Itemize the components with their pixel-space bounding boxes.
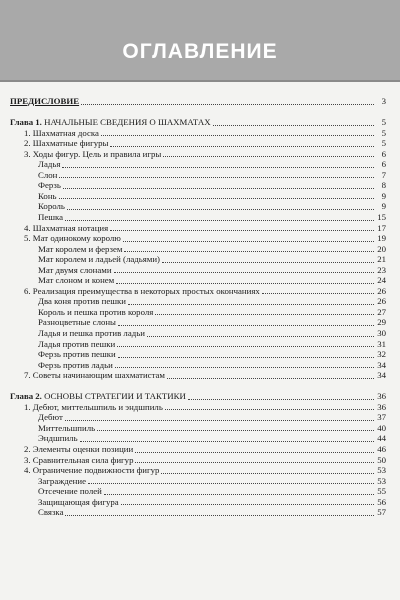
leader-dots <box>135 451 374 453</box>
toc-page-number: 53 <box>377 475 386 486</box>
toc-entry[interactable] <box>10 423 386 434</box>
toc-entry-title: 2. Элементы оценки позиции <box>24 443 134 454</box>
leader-dots <box>62 166 374 168</box>
toc-page-number: 9 <box>381 201 386 212</box>
toc-entry-title: Заграждение <box>38 475 87 486</box>
leader-dots <box>118 324 374 326</box>
toc-page-number: 44 <box>377 433 386 444</box>
toc-page-number: 34 <box>377 370 386 381</box>
toc-page-number: 21 <box>377 254 386 265</box>
chapter-name: НАЧАЛЬНЫЕ СВЕДЕНИЯ О ШАХМАТАХ <box>44 117 211 128</box>
leader-dots <box>121 503 374 505</box>
toc-entry[interactable] <box>10 212 386 223</box>
toc-entry-title: ПРЕДИСЛОВИЕ <box>10 96 80 106</box>
chapter-prefix: Глава 1. <box>10 117 45 128</box>
toc-entry[interactable] <box>10 296 386 307</box>
toc-page-number: 29 <box>377 317 386 328</box>
toc-entry[interactable] <box>10 307 386 318</box>
toc-entry-title: Защищающая фигура <box>38 496 119 507</box>
leader-dots <box>167 377 374 379</box>
leader-dots <box>155 313 374 315</box>
toc-entry-title: Эндшпиль <box>38 433 78 444</box>
toc-entry-title: Мат королем и ладьей (ладьями) <box>38 254 160 265</box>
toc-page-number: 32 <box>377 349 386 360</box>
toc-entry[interactable] <box>10 159 386 170</box>
toc-chapter-2[interactable] <box>10 391 386 402</box>
toc-page-number: 5 <box>381 127 386 138</box>
leader-dots <box>97 429 374 431</box>
toc-page-number: 23 <box>377 264 386 275</box>
toc-entry-title: Мат слоном и конем <box>38 275 115 286</box>
toc-entry[interactable] <box>10 223 386 234</box>
toc-chapter-1[interactable] <box>10 117 386 128</box>
leader-dots <box>65 514 374 516</box>
divider <box>0 80 400 82</box>
toc-entry-title: 7. Советы начинающим шахматистам <box>24 370 165 381</box>
leader-dots <box>101 134 374 136</box>
toc-entry[interactable] <box>10 486 386 497</box>
toc-entry[interactable] <box>10 317 386 328</box>
leader-dots <box>59 176 374 178</box>
toc-page-number: 20 <box>377 243 386 254</box>
toc-page-number: 56 <box>377 496 386 507</box>
leader-dots <box>115 366 374 368</box>
toc-entry[interactable] <box>10 507 386 518</box>
toc-entry[interactable] <box>10 349 386 360</box>
leader-dots <box>135 461 374 463</box>
leader-dots <box>88 482 374 484</box>
toc-entry[interactable] <box>10 497 386 508</box>
leader-dots <box>163 155 374 157</box>
toc-entry[interactable] <box>10 465 386 476</box>
toc-entry-title: 1. Шахматная доска <box>24 127 99 138</box>
toc-entry-title: 2. Шахматные фигуры <box>24 138 109 149</box>
toc-page-number: 57 <box>377 507 386 518</box>
toc-entry[interactable] <box>10 339 386 350</box>
toc-entry[interactable] <box>10 370 386 381</box>
toc-entry-title: Связка <box>38 507 64 518</box>
toc-page-number: 7 <box>381 169 386 180</box>
toc-entry[interactable] <box>10 328 386 339</box>
toc-entry-title: Слон <box>38 169 58 180</box>
leader-dots <box>161 472 374 474</box>
toc-entry-title: Мат двумя слонами <box>38 264 112 275</box>
leader-dots <box>118 356 374 358</box>
leader-dots <box>116 282 374 284</box>
leader-dots <box>65 219 374 221</box>
toc-entry-title: Ладья против пешки <box>38 338 116 349</box>
toc-page-number: 9 <box>381 190 386 201</box>
leader-dots <box>59 197 374 199</box>
toc-page-number: 5 <box>381 117 386 128</box>
toc-entry-title: Король <box>38 201 65 212</box>
toc-page-number: 17 <box>377 222 386 233</box>
toc-entry[interactable] <box>10 180 386 191</box>
leader-dots <box>128 303 374 305</box>
toc-page-number: 46 <box>377 443 386 454</box>
toc-page-number: 55 <box>377 486 386 497</box>
toc-page-number: 19 <box>377 233 386 244</box>
leader-dots <box>110 145 374 147</box>
leader-dots <box>63 187 374 189</box>
leader-dots <box>67 208 374 210</box>
toc-page-number: 31 <box>377 338 386 349</box>
leader-dots <box>114 271 374 273</box>
chapter-prefix: Глава 2. <box>10 391 45 402</box>
toc-page-number: 15 <box>377 211 386 222</box>
toc-entry-title: Ферзь против ладьи <box>38 359 113 370</box>
toc-entry-title: 3. Ходы фигур. Цель и правила игры <box>24 148 162 159</box>
toc-entry[interactable] <box>10 233 386 244</box>
toc-entry-title: 4. Ограничение подвижности фигур <box>24 465 160 476</box>
toc-page-number: 50 <box>377 454 386 465</box>
toc-entry[interactable] <box>10 254 386 265</box>
toc-page-number: 36 <box>377 401 386 412</box>
toc-page-number: 34 <box>377 359 386 370</box>
leader-dots <box>104 493 374 495</box>
toc-entry[interactable] <box>10 265 386 276</box>
toc-entry[interactable] <box>10 455 386 466</box>
toc-page-number: 6 <box>381 159 386 170</box>
toc-chapter-title <box>10 117 211 128</box>
toc-entry-title: Два коня против пешки <box>38 296 126 307</box>
toc-entry[interactable] <box>10 149 386 160</box>
toc-entry[interactable] <box>10 444 386 455</box>
toc-preface[interactable] <box>10 96 386 107</box>
toc-page-number: 3 <box>381 96 386 106</box>
toc-entry[interactable] <box>10 170 386 181</box>
chapter-1-entries <box>10 128 386 381</box>
toc-page-number: 6 <box>381 148 386 159</box>
chapter-name: ОСНОВЫ СТРАТЕГИИ И ТАКТИКИ <box>44 391 186 402</box>
leader-dots <box>65 419 374 421</box>
table-of-contents <box>10 96 386 518</box>
toc-entry-title: 5. Мат одинокому королю <box>24 233 121 244</box>
leader-dots <box>110 229 374 231</box>
leader-dots <box>188 398 374 400</box>
toc-entry-title: Мат королем и ферзем <box>38 243 123 254</box>
toc-entry-title: 6. Реализация преимущества в некоторых простых окончаниях <box>24 285 260 296</box>
toc-entry-title: Ладья и пешка против ладьи <box>38 327 145 338</box>
toc-entry[interactable] <box>10 128 386 139</box>
toc-entry-title: Дебют <box>38 412 63 423</box>
leader-dots <box>123 240 374 242</box>
toc-entry-title: 3. Сравнительная сила фигур <box>24 454 134 465</box>
leader-dots <box>165 408 374 410</box>
toc-entry-title: Отсечение полей <box>38 486 102 497</box>
toc-page-number: 8 <box>381 180 386 191</box>
leader-dots <box>147 335 374 337</box>
toc-page-number: 27 <box>377 306 386 317</box>
leader-dots <box>117 345 374 347</box>
leader-dots <box>124 250 374 252</box>
toc-page-number: 36 <box>377 391 386 402</box>
toc-chapter-title <box>10 391 186 402</box>
toc-entry-title: Ферзь против пешки <box>38 349 116 360</box>
leader-dots <box>213 124 374 126</box>
toc-entry[interactable] <box>10 286 386 297</box>
toc-entry-title: Конь <box>38 190 57 201</box>
spacer <box>10 381 386 392</box>
page-title: ОГЛАВЛЕНИЕ <box>122 40 278 63</box>
toc-page-number: 5 <box>381 138 386 149</box>
toc-page-number: 26 <box>377 296 386 307</box>
toc-page-number: 40 <box>377 422 386 433</box>
leader-dots <box>80 440 374 442</box>
toc-entry-title: Разноцветные слоны <box>38 317 116 328</box>
toc-entry-title: Ферзь <box>38 180 61 191</box>
toc-entry[interactable] <box>10 412 386 423</box>
toc-entry-title: 1. Дебют, миттельшпиль и эндшпиль <box>24 401 163 412</box>
toc-entry-title: Король и пешка против короля <box>38 306 154 317</box>
spacer <box>10 107 386 118</box>
toc-entry[interactable] <box>10 138 386 149</box>
toc-entry[interactable] <box>10 360 386 371</box>
leader-dots <box>162 261 374 263</box>
toc-page-number: 24 <box>377 275 386 286</box>
header-band <box>0 0 400 80</box>
toc-entry[interactable] <box>10 275 386 286</box>
chapter-2-entries <box>10 402 386 518</box>
toc-page-number: 37 <box>377 412 386 423</box>
toc-entry[interactable] <box>10 201 386 212</box>
toc-entry[interactable] <box>10 191 386 202</box>
leader-dots <box>81 103 374 105</box>
toc-entry[interactable] <box>10 244 386 255</box>
toc-entry[interactable] <box>10 476 386 487</box>
toc-entry-title: 4. Шахматная нотация <box>24 222 109 233</box>
toc-entry[interactable] <box>10 433 386 444</box>
toc-entry[interactable] <box>10 402 386 413</box>
toc-page-number: 53 <box>377 465 386 476</box>
toc-page-number: 26 <box>377 285 386 296</box>
toc-entry-title: Миттельшпиль <box>38 422 96 433</box>
leader-dots <box>262 292 374 294</box>
toc-entry-title: Ладья <box>38 159 61 170</box>
toc-entry-title: Пешка <box>38 211 64 222</box>
toc-page-number: 30 <box>377 327 386 338</box>
